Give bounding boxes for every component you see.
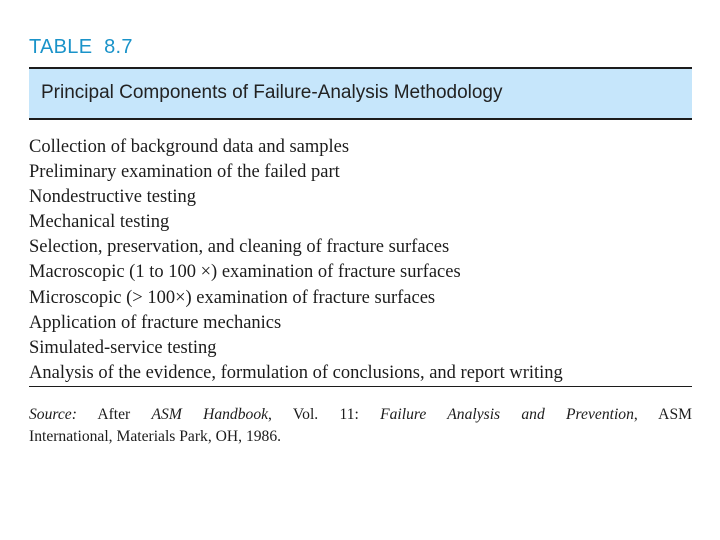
source-handbook: ASM Handbook <box>151 406 269 423</box>
list-item: Collection of background data and samples <box>29 137 350 157</box>
table-title-band <box>29 67 692 120</box>
list-item: Mechanical testing <box>29 212 170 233</box>
source-line-1 <box>29 404 692 426</box>
source-after: After <box>76 406 152 423</box>
list-item: Selection, preservation, and cleaning of fracture surfaces <box>29 237 450 258</box>
source-volume: , Vol. 11: <box>268 406 381 423</box>
methodology-list <box>29 135 692 386</box>
table-bottom-rule <box>29 386 692 387</box>
source-org: , ASM <box>633 406 692 423</box>
list-item: Microscopic (> 100×) examination of fracture surfaces <box>29 287 436 308</box>
source-prefix: Source: <box>29 406 77 423</box>
table-number: TABLE 8.7 <box>29 36 133 58</box>
source-volume-title: Failure Analysis and Prevention <box>380 406 634 423</box>
table-title: Principal Components of Failure-Analysis Methodology <box>41 82 503 103</box>
source-line-2: International, Materials Park, OH, 1986. <box>29 428 282 445</box>
list-item: Nondestructive testing <box>29 187 196 208</box>
list-item: Simulated-service testing <box>29 337 217 358</box>
list-item: Preliminary examination of the failed part <box>29 162 340 183</box>
list-item: Analysis of the evidence, formulation of conclusions, and report writing <box>29 362 563 383</box>
list-item: Application of fracture mechanics <box>29 312 282 333</box>
list-item: Macroscopic (1 to 100 ×) examination of fracture surfaces <box>29 262 461 283</box>
source-note <box>29 404 694 448</box>
